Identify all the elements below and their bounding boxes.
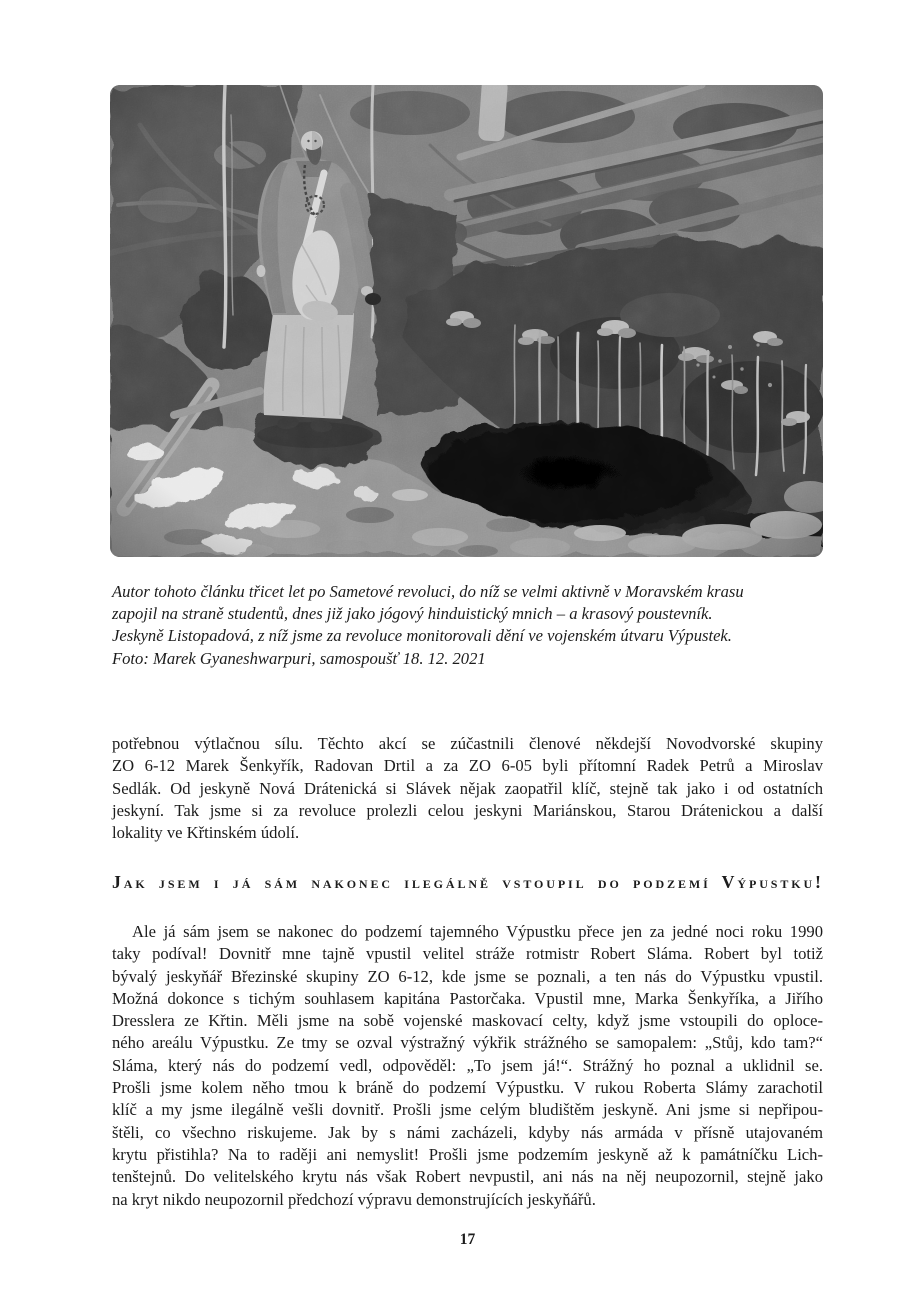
photo-caption xyxy=(112,581,824,670)
text-line: Prošli jsme kolem něho tmou k bráně do podzemí Výpustku. V rukou Roberta Slámy zarachotil xyxy=(112,1078,823,1098)
text-line: Ale já sám jsem se nakonec do podzemí tajemného Výpustku přece jen za jedné noci roku 1990 xyxy=(132,922,823,941)
text-line: jeskyní. Tak jsme si za revoluce prolezli celou jeskyni Mariánskou, Starou Drátenickou a další xyxy=(112,800,823,820)
text-line: ného areálu Výpustku. Ze tmy se ozval výstražný výkřik strážného se samopalem: „Stůj, kdo tam?“ xyxy=(112,1033,823,1053)
body-paragraph-1 xyxy=(112,733,823,844)
text-line: na kryt nikdo neupozornil předchozí výpravu demonstrujících jeskyňářů. xyxy=(112,1189,596,1209)
text-line: Jeskyně Listopadová, z níž jsme za revoluce monitorovali dění ve vojenském útvaru Výpustek. xyxy=(112,626,732,646)
text-line: Foto: Marek Gyaneshwarpuri, samospoušť 18. 12. 2021 xyxy=(112,648,486,668)
text-line: Možná dokonce s tichým souhlasem kapitána Pastorčaka. Vpustil mne, Marka Šenkyříka, a Jiřího xyxy=(112,988,823,1008)
text-line: taky podíval! Dovnitř mne tajně vpustil velitel stráže rotmistr Robert Sláma. Robert byl totiž xyxy=(112,944,823,964)
text-line: tenštejnů. Do velitelského krytu nás však Robert nevpustil, ani nás na něj neupozornil, stejně jako xyxy=(112,1167,823,1187)
text-line: Dresslera ze Křtin. Měli jsme na sobě vojenské maskovací celty, když jsme vstoupili do oploce- xyxy=(112,1011,823,1031)
text-line: krytu přistihla? Na to raději ani nemyslit! Prošli jsme podzemím jeskyně až k památníčku Lich- xyxy=(112,1144,823,1164)
text-line: Sedlák. Od jeskyně Nová Drátenická si Slávek nějak zaopatřil klíč, stejně tak jako i od ostatních xyxy=(112,778,823,798)
text-line: klíč a my jsme ilegálně vešli dovnitř. Prošli jsme celým bludištěm jeskyně. Ani jsme si nepřipou- xyxy=(112,1100,823,1120)
text-line: zapojil na straně studentů, dnes již jako jógový hinduistický mnich – a krasový poustevník. xyxy=(112,604,713,624)
text-line: Sláma, který nás do podzemí vedl, odpověděl: „To jsem já!“. Strážný ho poznal a uklidnil se. xyxy=(112,1055,823,1075)
photo-figure xyxy=(110,85,823,557)
text-line: štěli, co všechno riskujeme. Jak by s námi zacházeli, kdyby nás armáda v přísně utajovaném xyxy=(112,1122,823,1142)
body-paragraph-2 xyxy=(112,921,823,1211)
page-number: 17 xyxy=(459,1231,476,1248)
text-line: bývalý jeskyňář Březinské skupiny ZO 6-12, kde jsme se poznali, a ten nás do Výpustku vpustil. xyxy=(112,966,823,986)
text-line: lokality ve Křtinském údolí. xyxy=(112,823,300,843)
text-line: Autor tohoto článku třicet let po Sametové revoluci, do níž se velmi aktivně v Moravském krasu xyxy=(112,582,744,601)
text-line: ZO 6-12 Marek Šenkyřík, Radovan Drtil a za ZO 6-05 byli přítomní Radek Petrů a Miroslav xyxy=(112,756,823,776)
section-heading: Jak jsem i já sám nakonec ilegálně vstoupil do podzemí Výpustku! xyxy=(112,872,824,892)
cave-photo xyxy=(110,85,823,557)
text-line: potřebnou výtlačnou sílu. Těchto akcí se zúčastnili členové někdejší Novodvorské skupiny xyxy=(112,734,823,753)
vignette xyxy=(110,85,823,557)
